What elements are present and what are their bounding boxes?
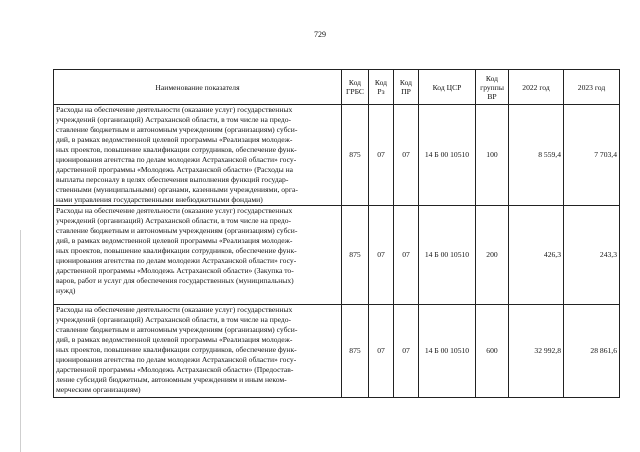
- row-name: Расходы на обеспечение деятельности (оказание услуг) государственных учреждений (организаций) Астраханской области, в том числе на предо- ставление бюджетным и автономным учреждениям (организациям) субси- дий, в рамках ведомственной целевой программы «Реализация молодеж- ных проектов, повышение квалификации сотрудников, обеспечение функ- ционирования агентства по делам молодежи Астраханской области» госу- дарственной программы «Молодежь Астраханской области» (Предостав- ление субсидий бюджетным, автономным учреждениям и иным неком- мерческим организациям): [54, 305, 342, 398]
- header-rz: Код Рз: [369, 70, 394, 105]
- budget-table: [53, 69, 620, 398]
- row-rz: 07: [369, 105, 394, 206]
- row-2022: 426,3: [509, 206, 564, 305]
- row-name: Расходы на обеспечение деятельности (оказание услуг) государственных учреждений (организаций) Астраханской области, в том числе на предо- ставление бюджетным и автономным учреждениям (организациям) субси- дий, в рамках ведомственной целевой программы «Реализация молодеж- ных проектов, повышение квалификации сотрудников, обеспечение функ- ционирования агентства по делам молодежи Астраханской области» госу- дарственной программы «Молодежь Астраханской области» (Закупка то- варов, работ и услуг для обеспечения государственных (муниципальных) нужд): [54, 206, 342, 305]
- row-csr: 14 Б 00 10510: [419, 105, 476, 206]
- header-vr: Код группы ВР: [476, 70, 509, 105]
- row-rz: 07: [369, 305, 394, 398]
- row-grbs: 875: [342, 305, 369, 398]
- table-row: [54, 206, 620, 305]
- table-row: [54, 105, 620, 206]
- row-grbs: 875: [342, 206, 369, 305]
- row-grbs: 875: [342, 105, 369, 206]
- row-2023: 7 703,4: [564, 105, 620, 206]
- page-number: 729: [314, 30, 326, 39]
- row-vr: 600: [476, 305, 509, 398]
- row-2022: 32 992,8: [509, 305, 564, 398]
- row-pr: 07: [394, 305, 419, 398]
- row-rz: 07: [369, 206, 394, 305]
- row-name: Расходы на обеспечение деятельности (оказание услуг) государственных учреждений (организаций) Астраханской области, в том числе на предо- ставление бюджетным и автономным учреждениям (организациям) субси- дий, в рамках ведомственной целевой программы «Реализация молодеж- ных проектов, повышение квалификации сотрудников, обеспечение функ- ционирования агентства по делам молодежи Астраханской области» госу- дарственной программы «Молодежь Астраханской области» (Расходы на выплаты персоналу в целях обеспечения выполнения функций государ- ственными (муниципальными) органами, казенными учреждениями, орга- нами управления государственными внебюджетными фондами): [54, 105, 342, 206]
- table-row: [54, 305, 620, 398]
- row-pr: 07: [394, 105, 419, 206]
- row-csr: 14 Б 00 10510: [419, 206, 476, 305]
- scan-edge-line: [20, 230, 21, 452]
- row-vr: 200: [476, 206, 509, 305]
- table-header-row: [54, 70, 620, 105]
- row-csr: 14 Б 00 10510: [419, 305, 476, 398]
- row-2023: 28 861,6: [564, 305, 620, 398]
- header-name: Наименование показателя: [54, 70, 342, 105]
- header-csr: Код ЦСР: [419, 70, 476, 105]
- row-pr: 07: [394, 206, 419, 305]
- header-pr: Код ПР: [394, 70, 419, 105]
- header-grbs: Код ГРБС: [342, 70, 369, 105]
- row-vr: 100: [476, 105, 509, 206]
- row-2022: 8 559,4: [509, 105, 564, 206]
- header-2023: 2023 год: [564, 70, 620, 105]
- row-2023: 243,3: [564, 206, 620, 305]
- header-2022: 2022 год: [509, 70, 564, 105]
